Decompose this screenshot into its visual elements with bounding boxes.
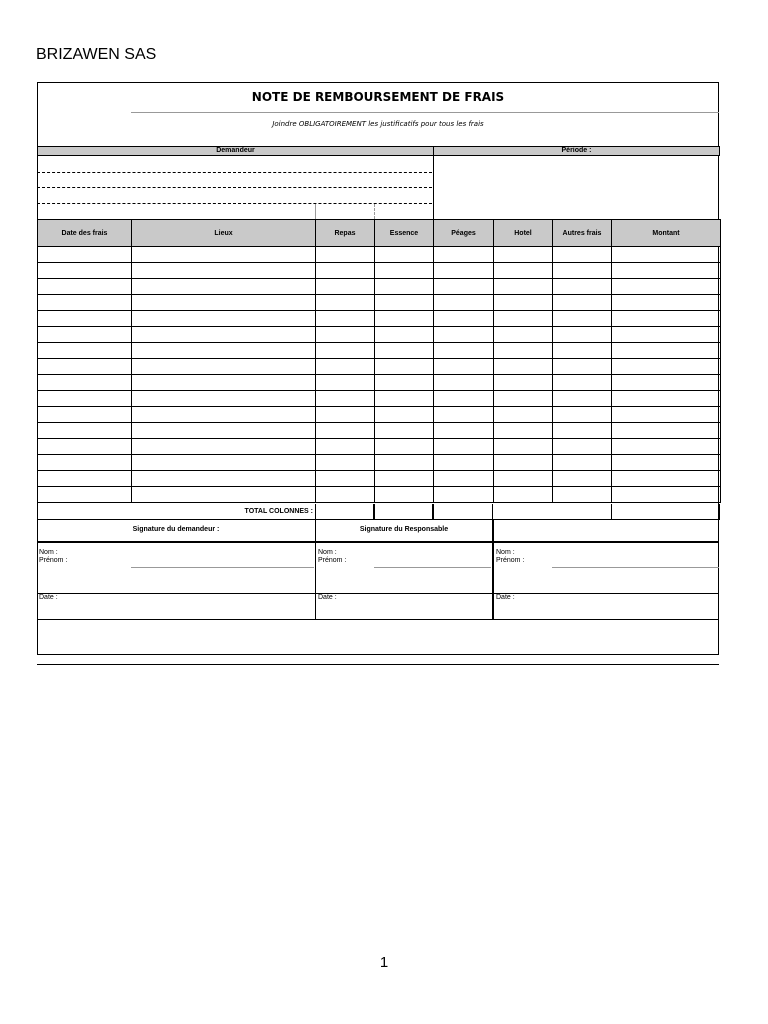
table-cell[interactable]	[553, 295, 612, 311]
table-cell[interactable]	[434, 247, 494, 263]
table-header-row	[38, 220, 721, 247]
demandeur-line-2[interactable]	[37, 187, 432, 188]
table-row	[38, 471, 721, 487]
demandeur-header: Demandeur	[37, 146, 434, 156]
date-label-2: Date :	[318, 594, 337, 601]
table-cell[interactable]	[612, 295, 721, 311]
expense-table	[37, 219, 721, 503]
table-cell[interactable]	[316, 391, 375, 407]
table-row	[38, 263, 721, 279]
table-cell[interactable]	[316, 359, 375, 375]
table-cell[interactable]	[553, 471, 612, 487]
table-cell[interactable]	[316, 247, 375, 263]
table-cell[interactable]	[132, 407, 316, 423]
col-repas: Repas	[316, 220, 375, 247]
table-cell[interactable]	[434, 439, 494, 455]
table-cell[interactable]	[375, 455, 434, 471]
total-label: TOTAL COLONNES :	[244, 508, 313, 515]
table-cell[interactable]	[316, 263, 375, 279]
table-cell[interactable]	[38, 455, 132, 471]
table-cell[interactable]	[375, 247, 434, 263]
prenom-label-2: Prénom :	[318, 557, 347, 564]
table-cell[interactable]	[494, 487, 553, 503]
nom-label-1: Nom :	[39, 549, 58, 556]
table-cell[interactable]	[38, 311, 132, 327]
table-cell[interactable]	[375, 327, 434, 343]
table-cell[interactable]	[612, 407, 721, 423]
table-cell[interactable]	[553, 391, 612, 407]
table-cell[interactable]	[375, 311, 434, 327]
table-cell[interactable]	[132, 359, 316, 375]
total-essence[interactable]	[374, 504, 433, 520]
table-cell[interactable]	[38, 391, 132, 407]
table-cell[interactable]	[132, 263, 316, 279]
table-cell[interactable]	[132, 375, 316, 391]
table-cell[interactable]	[316, 295, 375, 311]
table-cell[interactable]	[553, 311, 612, 327]
table-cell[interactable]	[38, 375, 132, 391]
table-cell[interactable]	[38, 295, 132, 311]
table-cell[interactable]	[612, 455, 721, 471]
col-peages: Péages	[434, 220, 494, 247]
table-row	[38, 407, 721, 423]
table-cell[interactable]	[494, 343, 553, 359]
table-cell[interactable]	[375, 391, 434, 407]
table-cell[interactable]	[132, 439, 316, 455]
table-cell[interactable]	[612, 423, 721, 439]
table-cell[interactable]	[612, 471, 721, 487]
tick-mark	[374, 204, 375, 219]
table-cell[interactable]	[434, 263, 494, 279]
table-cell[interactable]	[38, 471, 132, 487]
table-cell[interactable]	[494, 263, 553, 279]
form-title: NOTE DE REMBOURSEMENT DE FRAIS	[251, 90, 505, 104]
title-rule	[131, 112, 719, 113]
table-cell[interactable]	[38, 343, 132, 359]
table-cell[interactable]	[38, 487, 132, 503]
table-cell[interactable]	[38, 359, 132, 375]
table-cell[interactable]	[553, 343, 612, 359]
table-cell[interactable]	[553, 407, 612, 423]
table-cell[interactable]	[132, 455, 316, 471]
table-cell[interactable]	[553, 327, 612, 343]
table-cell[interactable]	[316, 455, 375, 471]
table-row	[38, 279, 721, 295]
table-cell[interactable]	[316, 487, 375, 503]
table-cell[interactable]	[316, 279, 375, 295]
table-cell[interactable]	[38, 407, 132, 423]
table-cell[interactable]	[494, 375, 553, 391]
table-cell[interactable]	[316, 327, 375, 343]
table-cell[interactable]	[494, 327, 553, 343]
table-cell[interactable]	[132, 487, 316, 503]
prenom-line-3[interactable]	[552, 567, 719, 568]
table-row	[38, 439, 721, 455]
table-cell[interactable]	[375, 439, 434, 455]
table-cell[interactable]	[434, 311, 494, 327]
table-cell[interactable]	[553, 247, 612, 263]
table-cell[interactable]	[434, 295, 494, 311]
table-row	[38, 391, 721, 407]
signature-mid-rule	[37, 541, 719, 543]
table-cell[interactable]	[38, 327, 132, 343]
table-cell[interactable]	[434, 471, 494, 487]
tick-mark	[315, 204, 316, 219]
table-cell[interactable]	[375, 471, 434, 487]
table-cell[interactable]	[375, 375, 434, 391]
table-cell[interactable]	[612, 279, 721, 295]
table-row	[38, 311, 721, 327]
total-repas[interactable]	[315, 504, 374, 520]
table-cell[interactable]	[316, 311, 375, 327]
table-cell[interactable]	[316, 407, 375, 423]
table-cell[interactable]	[494, 423, 553, 439]
table-cell[interactable]	[494, 391, 553, 407]
table-cell[interactable]	[38, 247, 132, 263]
table-cell[interactable]	[612, 359, 721, 375]
page-number: 1	[379, 954, 389, 971]
col-montant: Montant	[612, 220, 721, 247]
table-cell[interactable]	[38, 263, 132, 279]
date-label-3: Date :	[496, 594, 515, 601]
table-row	[38, 343, 721, 359]
table-cell[interactable]	[494, 359, 553, 375]
signature-responsable-label: Signature du Responsable	[359, 526, 449, 533]
table-cell[interactable]	[494, 279, 553, 295]
date-bottom-rule	[37, 619, 719, 620]
table-cell[interactable]	[553, 263, 612, 279]
col-autres: Autres frais	[553, 220, 612, 247]
table-cell[interactable]	[553, 487, 612, 503]
table-cell[interactable]	[38, 279, 132, 295]
table-cell[interactable]	[132, 391, 316, 407]
table-cell[interactable]	[375, 359, 434, 375]
table-row	[38, 455, 721, 471]
table-cell[interactable]	[612, 247, 721, 263]
table-cell[interactable]	[375, 263, 434, 279]
nom-label-2: Nom :	[318, 549, 337, 556]
table-cell[interactable]	[38, 423, 132, 439]
table-cell[interactable]	[38, 439, 132, 455]
table-cell[interactable]	[434, 455, 494, 471]
prenom-label-1: Prénom :	[39, 557, 68, 564]
table-cell[interactable]	[553, 439, 612, 455]
table-cell[interactable]	[612, 343, 721, 359]
table-row	[38, 247, 721, 263]
prenom-line-1[interactable]	[131, 567, 314, 568]
table-cell[interactable]	[132, 343, 316, 359]
table-cell[interactable]	[612, 327, 721, 343]
table-cell[interactable]	[132, 295, 316, 311]
table-cell[interactable]	[375, 487, 434, 503]
table-row	[38, 295, 721, 311]
table-cell[interactable]	[612, 391, 721, 407]
table-row	[38, 359, 721, 375]
table-cell[interactable]	[316, 375, 375, 391]
periode-header: Période :	[433, 146, 720, 156]
total-peages[interactable]	[433, 504, 493, 520]
table-row	[38, 327, 721, 343]
table-cell[interactable]	[434, 343, 494, 359]
table-cell[interactable]	[434, 279, 494, 295]
signature-demandeur-label: Signature du demandeur :	[132, 526, 220, 533]
table-cell[interactable]	[434, 423, 494, 439]
col-lieux: Lieux	[132, 220, 316, 247]
prenom-label-3: Prénom :	[496, 557, 525, 564]
table-cell[interactable]	[553, 423, 612, 439]
table-cell[interactable]	[375, 295, 434, 311]
table-cell[interactable]	[494, 247, 553, 263]
table-cell[interactable]	[434, 359, 494, 375]
table-cell[interactable]	[612, 263, 721, 279]
col-date: Date des frais	[38, 220, 132, 247]
col-hotel: Hotel	[494, 220, 553, 247]
nom-label-3: Nom :	[496, 549, 515, 556]
table-cell[interactable]	[612, 487, 721, 503]
table-cell[interactable]	[612, 375, 721, 391]
total-montant[interactable]	[611, 504, 720, 520]
table-cell[interactable]	[612, 311, 721, 327]
table-cell[interactable]	[494, 455, 553, 471]
table-cell[interactable]	[375, 407, 434, 423]
table-cell[interactable]	[316, 439, 375, 455]
table-cell[interactable]	[494, 439, 553, 455]
table-cell[interactable]	[132, 471, 316, 487]
signature-top-rule	[37, 519, 719, 520]
table-cell[interactable]	[375, 279, 434, 295]
date-top-rule	[37, 593, 719, 594]
col-essence: Essence	[375, 220, 434, 247]
date-label-1: Date :	[39, 594, 58, 601]
table-cell[interactable]	[434, 391, 494, 407]
table-cell[interactable]	[434, 375, 494, 391]
table-cell[interactable]	[553, 279, 612, 295]
table-row	[38, 375, 721, 391]
bottom-rule	[37, 664, 719, 665]
table-cell[interactable]	[553, 359, 612, 375]
table-cell[interactable]	[316, 343, 375, 359]
demandeur-line-3[interactable]	[37, 203, 432, 204]
form-subtitle: Joindre OBLIGATOIREMENT les justificatifs pour tous les frais	[272, 120, 484, 128]
table-cell[interactable]	[132, 247, 316, 263]
table-cell[interactable]	[494, 295, 553, 311]
table-cell[interactable]	[375, 423, 434, 439]
table-cell[interactable]	[132, 279, 316, 295]
table-cell[interactable]	[375, 343, 434, 359]
table-cell[interactable]	[132, 311, 316, 327]
table-cell[interactable]	[612, 439, 721, 455]
table-cell[interactable]	[434, 407, 494, 423]
total-hotel-autres	[492, 504, 612, 520]
table-row	[38, 423, 721, 439]
table-cell[interactable]	[494, 407, 553, 423]
table-cell[interactable]	[553, 455, 612, 471]
company-name: BRIZAWEN SAS	[36, 46, 157, 63]
table-cell[interactable]	[494, 471, 553, 487]
table-cell[interactable]	[316, 423, 375, 439]
sig-divider-2	[492, 519, 494, 620]
prenom-line-2[interactable]	[374, 567, 491, 568]
demandeur-periode-divider	[433, 155, 434, 220]
demandeur-line-1[interactable]	[37, 172, 432, 173]
table-cell[interactable]	[132, 327, 316, 343]
table-cell[interactable]	[132, 423, 316, 439]
table-row	[38, 487, 721, 503]
table-cell[interactable]	[316, 471, 375, 487]
table-cell[interactable]	[494, 311, 553, 327]
table-cell[interactable]	[434, 487, 494, 503]
table-cell[interactable]	[434, 327, 494, 343]
sig-divider-1	[315, 519, 316, 620]
table-cell[interactable]	[553, 375, 612, 391]
